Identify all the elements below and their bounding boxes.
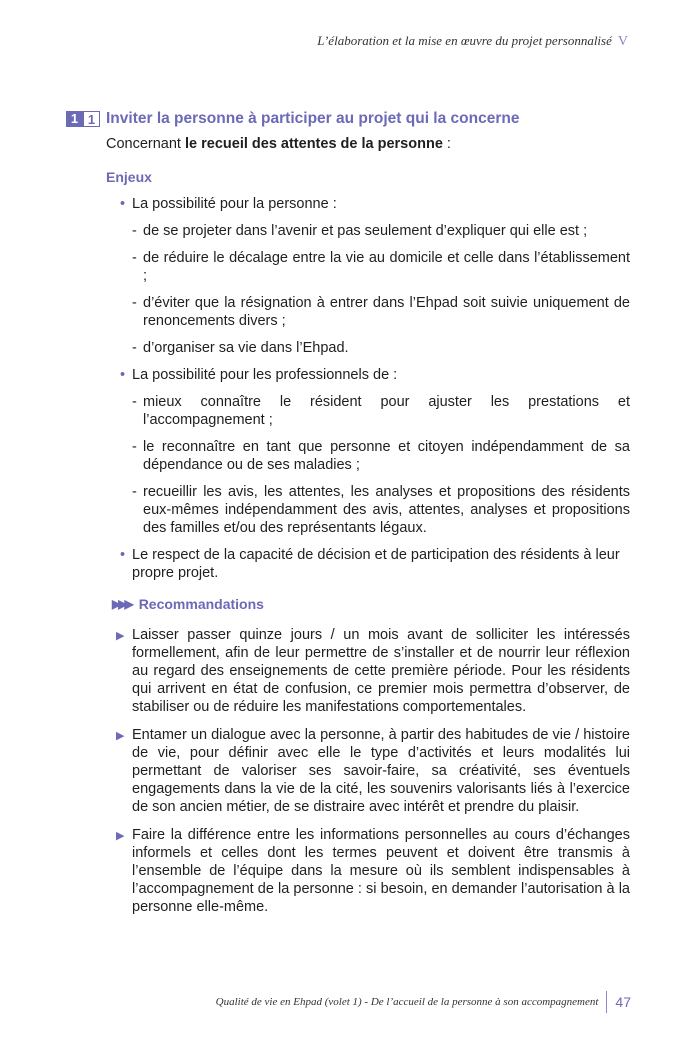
header-title: L’élaboration et la mise en œuvre du projet personnalisé [317,33,612,48]
running-header [317,33,628,50]
section-title: Inviter la personne à participer au projet qui la concerne [106,110,520,127]
section-heading [66,110,630,128]
enjeux-heading: Enjeux [106,169,152,185]
recommandation-text: Entamer un dialogue avec la personne, à partir des habitudes de vie / histoire de vie, pour définir avec elle le type d’activités et leurs modalités lui permettant de valoriser ses savoir-faire, sa créativité, ses éventuels engagements dans la vie de la cité, les souvenirs valorisants liés à l’exercice de son ancien métier, de se distraire avec intérêt et prendre du plaisir. [132,727,630,815]
section [66,110,630,926]
bullet-dot-icon: • [120,367,126,383]
dash-list [132,222,630,357]
footer-divider [606,991,607,1013]
dash-item: - d’éviter que la résignation à entrer dans l’Ehpad soit suivie uniquement de renoncements divers ; [132,295,630,329]
dash-item-text: d’éviter que la résignation à entrer dans l’Ehpad soit suivie uniquement de renoncements divers ; [143,295,630,329]
dash-item-text: le reconnaître en tant que personne et citoyen indépendamment de sa dépendance ou de ses maladies ; [143,439,630,473]
recommandation-item [116,726,630,816]
enjeux-bullet [120,195,630,357]
recommandations-list [116,626,630,916]
bullet-text: La possibilité pour les professionnels de : [132,367,398,383]
footer-title: Qualité de vie en Ehpad (volet 1) - De l’accueil de la personne à son accompagnement [215,996,599,1008]
dash-item: - recueillir les avis, les attentes, les analyses et propositions des résidents eux-mêmes indépendamment des avis, attentes, analyses et propositions des familles et/ou des représentants légaux. [132,484,630,536]
lead-paragraph [106,136,630,152]
enjeux-bullet [120,546,630,582]
section-number [66,111,100,127]
dash-item: - de se projeter dans l’avenir et pas seulement d’expliquer qui elle est ; [132,223,588,239]
section-number-minor: 1 [83,111,100,127]
lead-bold: le recueil des attentes de la personne [185,136,443,152]
triple-arrow-icon: ▶▶▶ [112,597,131,611]
recommandations-heading [112,596,630,612]
bullet-text: Le respect de la capacité de décision et de participation des résidents à leur propre projet. [132,547,620,581]
dash-item: - le reconnaître en tant que personne et citoyen indépendamment de sa dépendance ou de ses maladies ; [132,439,630,473]
page-footer [216,991,631,1013]
chapter-number: V [617,34,628,49]
bullet-dot-icon: • [120,196,126,212]
enjeux-bullet [120,366,630,537]
recommandation-item [116,626,630,716]
dash-item: - d’organiser sa vie dans l’Ehpad. [132,340,349,356]
recommandation-text: Faire la différence entre les informations personnelles au cours d’échanges informels et celles dont les termes peuvent et doivent être transmis à l’ensemble de l’équipe dans la mesure où ils semblent indispensables à l’accompagnement de la personne : si besoin, en demander l’autorisation à la personne elle-même. [132,827,630,915]
triangle-bullet-icon: ▶ [116,730,125,742]
dash-list [132,393,630,537]
dash-item: - de réduire le décalage entre la vie au domicile et celle dans l’établissement ; [132,250,630,284]
lead-prefix: Concernant [106,136,185,152]
dash-item-text: recueillir les avis, les attentes, les analyses et propositions des résidents eux-mêmes indépendamment des avis, attentes, analyses et propositions des familles et/ou des représentants légaux. [143,484,630,536]
dash-item-text: de se projeter dans l’avenir et pas seulement d’expliquer qui elle est ; [143,223,588,239]
lead-suffix: : [442,136,451,152]
page-number: 47 [615,994,631,1010]
triangle-bullet-icon: ▶ [116,630,125,642]
triangle-bullet-icon: ▶ [116,830,125,842]
recommandation-text: Laisser passer quinze jours / un mois avant de solliciter les intéressés formellement, afin de leur permettre de s’installer et de nourrir leur réflexion au regard des enseignements de cette première période. Pour les résidents qui arrivent en état de confusion, ce premier mois permettra d’observer, de stabiliser ou de réduire les manifestations comportementales. [132,627,630,715]
recommandations-title: Recommandations [138,596,264,612]
dash-item-text: de réduire le décalage entre la vie au domicile et celle dans l’établissement ; [143,250,630,284]
section-number-major: 1 [66,111,83,127]
dash-item-text: d’organiser sa vie dans l’Ehpad. [143,340,349,356]
recommandation-item [116,826,630,916]
bullet-dot-icon: • [120,547,126,563]
dash-item: - mieux connaître le résident pour ajuster les prestations et l’accompagnement ; [132,394,630,428]
dash-item-text: mieux connaître le résident pour ajuster les prestations et l’accompagnement ; [143,394,630,428]
enjeux-list [120,195,630,582]
bullet-text: La possibilité pour la personne : [132,196,337,212]
